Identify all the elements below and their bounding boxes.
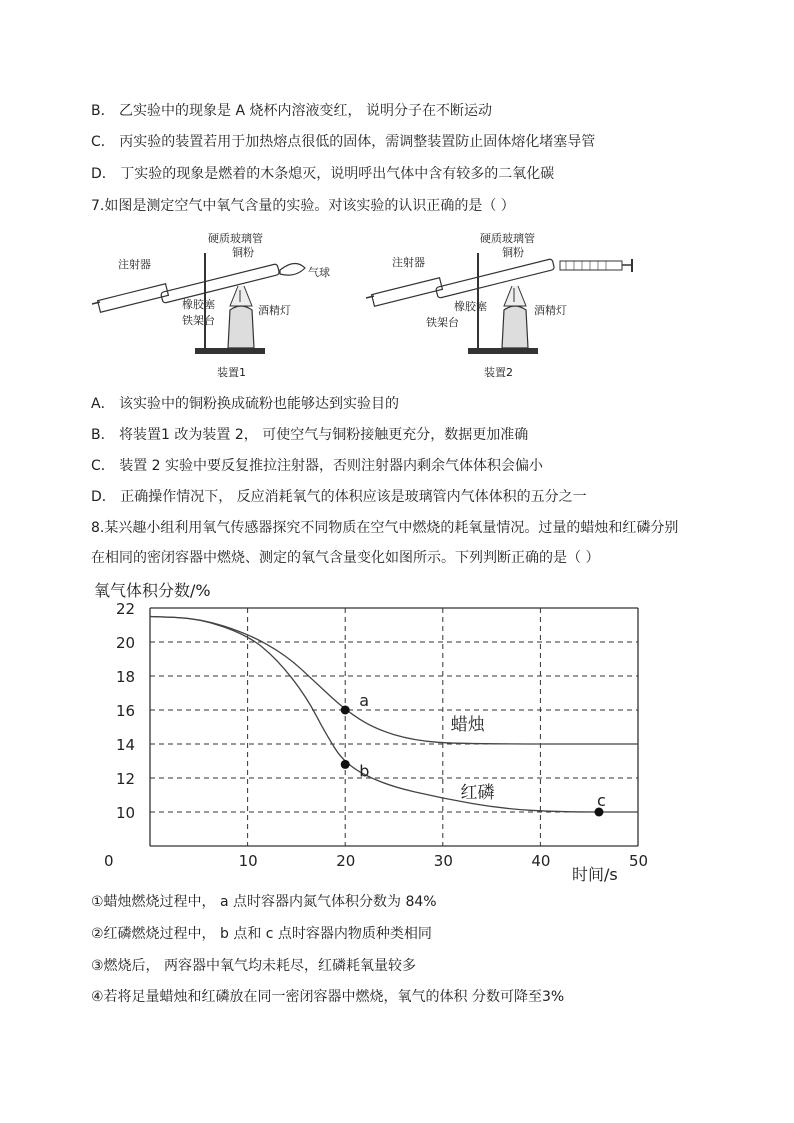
- label-syringe-1: 注射器: [118, 258, 151, 271]
- lamp-1: [228, 306, 254, 348]
- statement-4: ④若将足量蜡烛和红磷放在同一密闭容器中燃烧，氧气的体积 分数可降至3%: [91, 989, 565, 1005]
- option-7d: D． 正确操作情况下， 反应消耗氧气的体积应该是玻璃管内气体体积的五分之一: [91, 489, 587, 505]
- option-6b: B． 乙实验中的现象是 A 烧杯内溶液变红， 说明分子在不断运动: [91, 103, 492, 119]
- label-balloon-1: 气球: [308, 266, 330, 279]
- apparatus-figure: [90, 228, 640, 388]
- point-label-a: a: [359, 691, 370, 710]
- x-tick-50: 50: [629, 852, 649, 870]
- label-powder-2: 铜粉: [502, 246, 524, 259]
- y-tick-22: 22: [116, 600, 136, 618]
- y-tick-10: 10: [116, 804, 136, 822]
- point-a: [341, 706, 350, 715]
- statement-3: ③燃烧后， 两容器中氧气均未耗尽，红磷耗氧量较多: [91, 958, 416, 974]
- series-line-1: [150, 617, 638, 813]
- x-tick-10: 10: [238, 852, 258, 870]
- option-6c: C． 丙实验的装置若用于加热熔点很低的固体，需调整装置防止固体熔化堵塞导管: [91, 134, 596, 150]
- question-8-line1: 8.某兴趣小组利用氧气传感器探究不同物质在空气中燃烧的耗氧量情况。过量的蜡烛和红磷分别: [91, 520, 679, 536]
- point-label-c: c: [596, 791, 606, 810]
- statement-2: ②红磷燃烧过程中， b 点和 c 点时容器内物质种类相同: [91, 926, 432, 942]
- label-tube-2: 硬质玻璃管: [480, 232, 535, 245]
- label-lamp-1: 酒精灯: [258, 304, 291, 317]
- clamp-2: [504, 286, 526, 306]
- syringe-1: [98, 284, 169, 313]
- chart-ticks: [104, 600, 648, 870]
- y-axis-label: 氧气体积分数/%: [94, 581, 211, 600]
- x-tick-0: 0: [104, 852, 114, 870]
- y-tick-14: 14: [116, 736, 136, 754]
- x-tick-30: 30: [433, 852, 453, 870]
- clamp-1: [230, 286, 252, 306]
- option-6d: D． 丁实验的现象是燃着的木条熄灭，说明呼出气体中含有较多的二氧化碳: [91, 166, 555, 182]
- y-tick-16: 16: [116, 702, 136, 720]
- x-axis-label: 时间/s: [572, 865, 618, 884]
- label-stopper-1: 橡胶塞: [182, 298, 215, 311]
- label-stand-2: 铁架台: [426, 316, 459, 329]
- y-tick-18: 18: [116, 668, 136, 686]
- question-8-line2: 在相同的密闭容器中燃烧、测定的氧气含量变化如图所示。下列判断正确的是（ ）: [91, 550, 600, 566]
- chart-grid: [150, 608, 638, 846]
- y-tick-12: 12: [116, 770, 136, 788]
- stand-base: [195, 348, 265, 354]
- point-label-b: b: [359, 761, 370, 781]
- label-tube-1: 硬质玻璃管: [208, 232, 263, 245]
- x-tick-40: 40: [531, 852, 551, 870]
- chart-series: [150, 617, 638, 813]
- point-b: [341, 760, 350, 769]
- syringe-2: [372, 278, 443, 307]
- caption-device-2: 装置2: [484, 366, 513, 379]
- series-label-1: 红磷: [460, 782, 495, 803]
- glass-tube-2: [436, 259, 555, 299]
- balloon-1: [280, 263, 305, 275]
- syringe-3: [560, 261, 622, 270]
- option-7b: B． 将装置1 改为装置 2， 可使空气与铜粉接触更充分，数据更加准确: [91, 427, 529, 443]
- option-7c: C． 装置 2 实验中要反复推拉注射器，否则注射器内剩余气体体积会偏小: [91, 458, 544, 474]
- question-7: 7.如图是测定空气中氧气含量的实验。对该实验的认识正确的是（ ）: [91, 198, 515, 214]
- device-2: [366, 231, 632, 379]
- series-label-0: 蜡烛: [450, 714, 485, 735]
- oxygen-chart: [90, 576, 660, 886]
- statement-1: ①蜡烛燃烧过程中， a 点时容器内氮气体积分数为 84%: [91, 894, 437, 910]
- label-stand-1: 铁架台: [182, 314, 215, 327]
- label-powder-1: 铜粉: [232, 246, 254, 259]
- glass-tube-1: [161, 264, 280, 304]
- series-line-0: [150, 617, 638, 745]
- y-tick-20: 20: [116, 634, 136, 652]
- label-lamp-2: 酒精灯: [534, 304, 567, 317]
- device-1: [92, 231, 330, 379]
- option-7a: A． 该实验中的铜粉换成硫粉也能够达到实验目的: [91, 396, 400, 412]
- label-syringe-2: 注射器: [392, 256, 425, 269]
- label-stopper-2: 橡胶塞: [454, 300, 487, 313]
- x-tick-20: 20: [336, 852, 356, 870]
- caption-device-1: 装置1: [217, 366, 246, 379]
- stand-base: [468, 348, 538, 354]
- lamp-2: [502, 306, 528, 348]
